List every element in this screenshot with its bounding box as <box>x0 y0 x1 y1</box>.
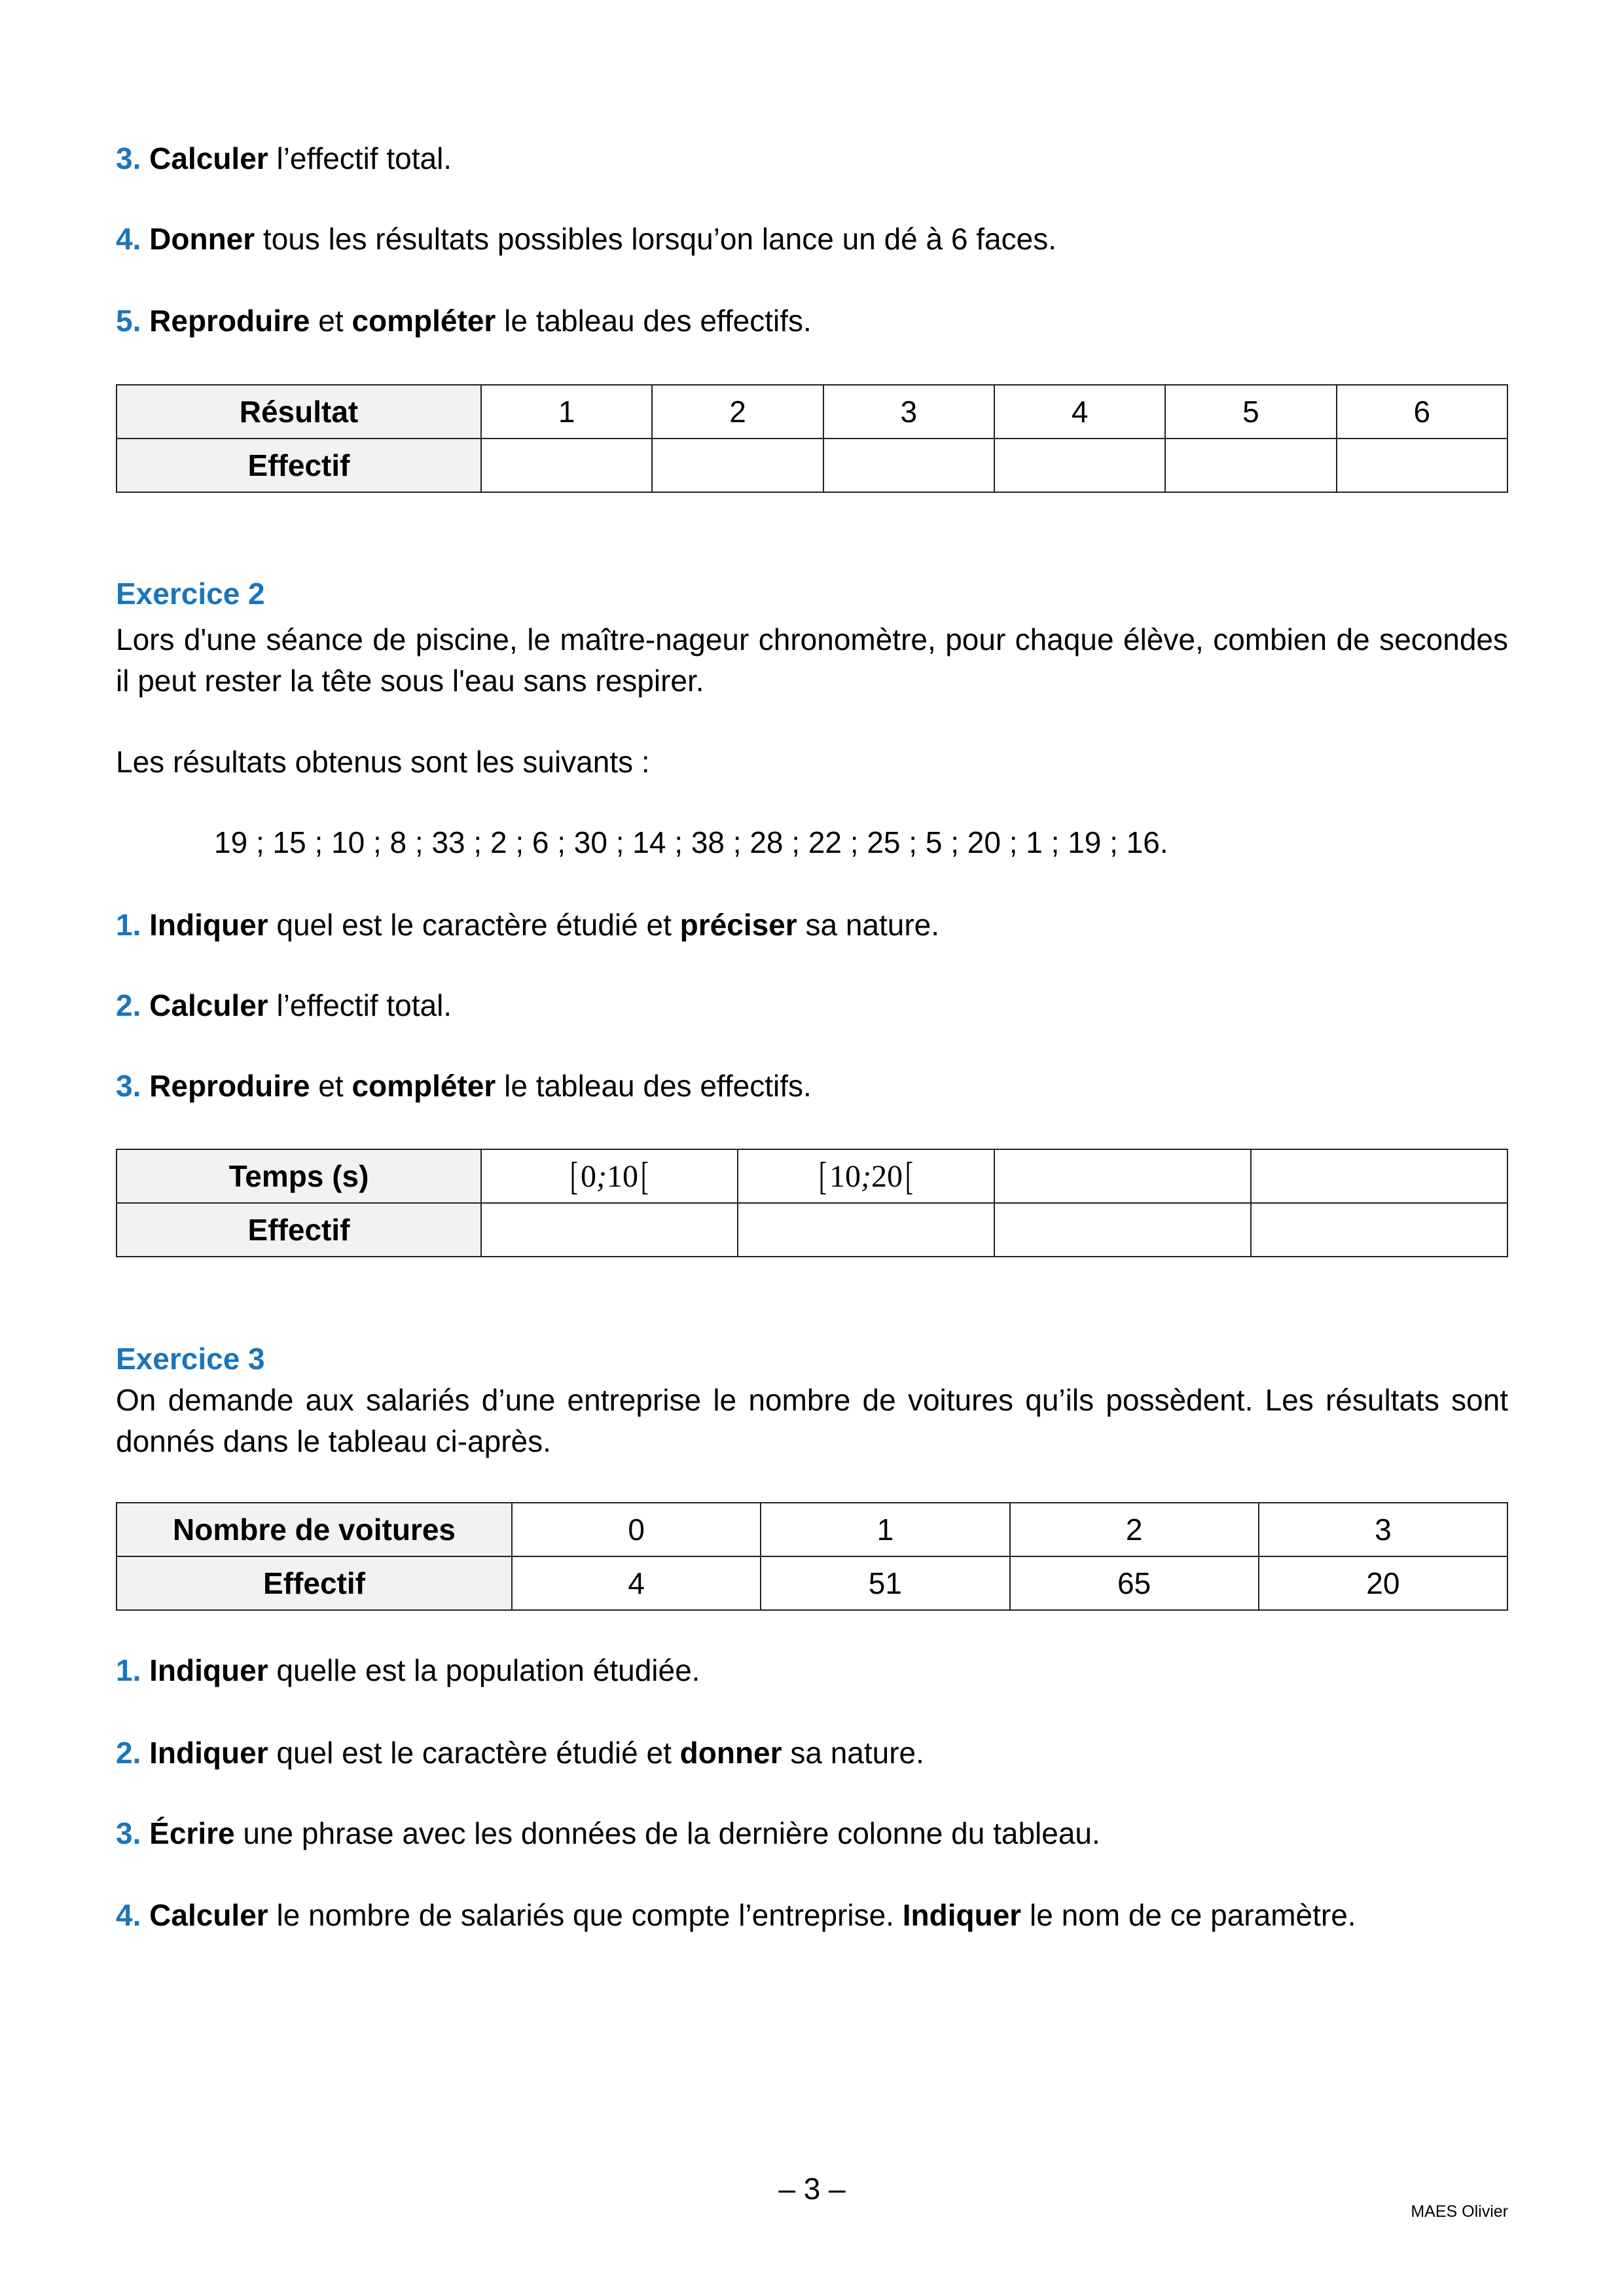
exercise-2-title: Exercice 2 <box>116 577 265 611</box>
table-row <box>117 439 1507 492</box>
ex1-question-5: 5. Reproduire et compléter le tableau des effectifs. <box>116 304 812 338</box>
row-header: Effectif <box>117 1556 512 1610</box>
ex3-cars-table <box>116 1502 1508 1611</box>
empty-cell <box>652 439 823 492</box>
exercise-2-intro: Lors d'une séance de piscine, le maître-nageur chronomètre, pour chaque élève, combien de secondes il peut rester la tête sous l'eau sans respirer. <box>116 622 1508 698</box>
table-row <box>117 1556 1507 1610</box>
ex2-question-1: 1. Indiquer quel est le caractère étudié et préciser sa nature. <box>116 908 940 942</box>
row-header: Effectif <box>117 1203 481 1257</box>
empty-cell <box>481 1203 738 1257</box>
exercise-3-intro: On demande aux salariés d’une entreprise le nombre de voitures qu’ils possèdent. Les résultats sont donnés dans le tableau ci-après. <box>116 1383 1508 1458</box>
table-cell: 5 <box>1165 385 1336 439</box>
empty-cell <box>738 1203 994 1257</box>
table-row <box>117 1203 1507 1257</box>
table-cell: 1 <box>481 385 652 439</box>
ex3-question-3: 3. Écrire une phrase avec les données de la dernière colonne du tableau. <box>116 1816 1100 1850</box>
empty-cell <box>994 439 1165 492</box>
table-cell: 6 <box>1337 385 1507 439</box>
table-row <box>117 1149 1507 1203</box>
table-cell: 3 <box>823 385 994 439</box>
table-row <box>117 385 1507 439</box>
table-cell: 2 <box>1010 1503 1259 1556</box>
row-header: Nombre de voitures <box>117 1503 512 1556</box>
row-header: Résultat <box>117 385 481 439</box>
table-cell: 3 <box>1259 1503 1507 1556</box>
ex1-frequency-table <box>116 384 1508 493</box>
table-cell: 51 <box>761 1556 1009 1610</box>
ex2-frequency-table <box>116 1149 1508 1257</box>
ex1-question-4: 4. Donner tous les résultats possibles lorsqu’on lance un dé à 6 faces. <box>116 222 1056 256</box>
empty-cell <box>1165 439 1336 492</box>
empty-cell <box>1251 1203 1507 1257</box>
table-cell: 2 <box>652 385 823 439</box>
table-row <box>117 1503 1507 1556</box>
empty-cell <box>1337 439 1507 492</box>
interval-cell: [10;20[ <box>738 1149 994 1203</box>
exercise-3-title: Exercice 3 <box>116 1342 265 1376</box>
author-name: MAES Olivier <box>1411 2202 1508 2221</box>
ex2-question-2: 2. Calculer l’effectif total. <box>116 988 452 1022</box>
empty-cell <box>994 1203 1251 1257</box>
table-cell: 4 <box>994 385 1165 439</box>
ex2-question-3: 3. Reproduire et compléter le tableau des effectifs. <box>116 1069 812 1103</box>
row-header: Temps (s) <box>117 1149 481 1203</box>
empty-cell <box>823 439 994 492</box>
table-cell: 0 <box>512 1503 761 1556</box>
ex1-question-3: 3. Calculer l’effectif total. <box>116 141 452 175</box>
table-cell: 1 <box>761 1503 1009 1556</box>
empty-cell <box>481 439 652 492</box>
interval-cell: [0;10[ <box>481 1149 738 1203</box>
ex3-question-4: 4. Calculer le nombre de salariés que compte l’entreprise. Indiquer le nom de ce paramètre. <box>116 1898 1356 1932</box>
empty-cell <box>1251 1149 1507 1203</box>
row-header: Effectif <box>117 439 481 492</box>
table-cell: 65 <box>1010 1556 1259 1610</box>
table-cell: 20 <box>1259 1556 1507 1610</box>
results-label: Les résultats obtenus sont les suivants : <box>116 745 650 779</box>
empty-cell <box>994 1149 1251 1203</box>
table-cell: 4 <box>512 1556 761 1610</box>
ex3-question-2: 2. Indiquer quel est le caractère étudié et donner sa nature. <box>116 1736 924 1770</box>
data-series: 19 ; 15 ; 10 ; 8 ; 33 ; 2 ; 6 ; 30 ; 14 ; 38 ; 28 ; 22 ; 25 ; 5 ; 20 ; 1 ; 19 ; 16. <box>214 825 1168 859</box>
page-number: – 3 – <box>778 2172 846 2206</box>
ex3-question-1: 1. Indiquer quelle est la population étudiée. <box>116 1653 700 1687</box>
